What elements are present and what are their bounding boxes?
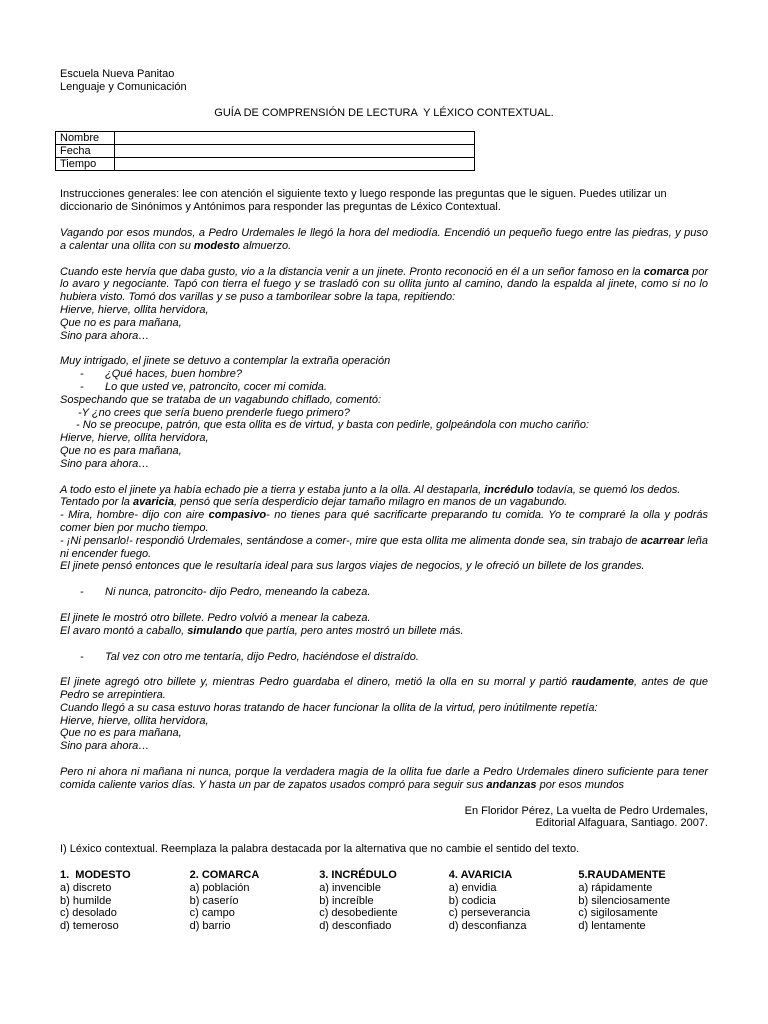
chant-line: Sino para ahora… (60, 329, 150, 342)
story-text (60, 227, 708, 792)
story-paragraph (60, 509, 708, 535)
chant-line: Hierve, hierve, ollita hervidora, (60, 303, 209, 316)
text: - ¡Ni pensarlo!- respondió Urdemales, sentándose a comer-, mire que esta ollita me alimenta donde sea, sin trabajo de (60, 534, 641, 547)
chant-line: Sino para ahora… (60, 457, 150, 470)
text: A todo esto el jinete ya había echado pie a tierra y estaba junto a la olla. Al destaparla, (60, 483, 485, 496)
worksheet-page (60, 68, 708, 933)
text: ¿Qué haces, buen hombre? (105, 368, 242, 381)
form-row-fecha (56, 145, 475, 158)
dialogue-line (60, 368, 708, 381)
form-label: Fecha (56, 145, 115, 158)
form-row-nombre (56, 132, 475, 145)
answer-option[interactable]: c) sigilosamente (578, 907, 658, 920)
dash-mark: - (80, 586, 84, 599)
subject-name: Lenguaje y Comunicación (60, 80, 187, 93)
text: Ni nunca, patroncito- dijo Pedro, meneando la cabeza. (105, 586, 371, 599)
answer-option[interactable]: d) desconfianza (448, 920, 527, 933)
story-paragraph (60, 676, 708, 702)
nombre-field[interactable] (115, 132, 475, 145)
chant-line: Hierve, hierve, ollita hervidora, (60, 714, 209, 727)
answer-option[interactable]: c) campo (189, 907, 235, 920)
answer-option[interactable]: d) lentamente (578, 920, 646, 933)
text: todavía, se quemó los dedos. (533, 483, 681, 496)
answer-option[interactable]: a) invencible (319, 881, 381, 894)
student-info-table (55, 131, 475, 171)
tiempo-field[interactable] (115, 158, 475, 171)
text: - no tienes para qué sacrificarte preparando tu comida. Yo te compraré la olla y podrás comer bien por mucho tiempo. (60, 509, 708, 534)
highlighted-word: modesto (193, 239, 240, 252)
answer-option[interactable]: d) barrio (189, 920, 231, 933)
text: Tentado por la (60, 496, 133, 509)
form-label: Tiempo (56, 158, 115, 171)
story-paragraph (60, 496, 708, 509)
text: Vagando por esos mundos, a Pedro Urdemales le llegó la hora del mediodía. Encendió un pequeño fuego entre las piedras, y puso a calentar una ollita con su (60, 226, 708, 252)
header (60, 68, 708, 94)
dash-mark: - (80, 368, 84, 381)
answer-option[interactable]: a) envidia (448, 881, 497, 894)
highlighted-word: comarca (643, 265, 690, 278)
source-citation (60, 805, 708, 831)
answer-option[interactable]: b) silenciosamente (578, 894, 671, 907)
text: Lo que usted ve, patroncito, cocer mi comida. (105, 380, 327, 393)
question-title: 4. AVARICIA (448, 869, 513, 882)
chant-line: Que no es para mañana, (60, 316, 182, 329)
chant-line: Sino para ahora… (60, 740, 150, 753)
citation-line: En Floridor Pérez, La vuelta de Pedro Urdemales, (464, 804, 708, 817)
text: , pensó que sería desperdicio dejar tamaño milagro en manos de un vagabundo. (173, 496, 568, 509)
story-paragraph (60, 535, 708, 561)
form-label: Nombre (56, 132, 115, 145)
answer-option[interactable]: a) rápidamente (578, 881, 653, 894)
highlighted-word: simulando (187, 624, 243, 637)
highlighted-word: avaricia (132, 496, 174, 509)
chant-line: Hierve, hierve, ollita hervidora, (60, 432, 209, 445)
dash-mark: - (80, 380, 84, 393)
dialogue-line: -Y ¿no crees que sería bueno prenderle fuego primero? (78, 406, 350, 419)
school-name: Escuela Nueva Panitao (60, 68, 175, 80)
answer-option[interactable]: a) población (189, 881, 250, 894)
answer-option[interactable]: c) perseverancia (448, 907, 531, 920)
highlighted-word: incrédulo (484, 483, 534, 496)
story-paragraph: El jinete le mostró otro billete. Pedro volvió a menear la cabeza. (60, 611, 371, 624)
question-5 (578, 869, 708, 933)
story-paragraph (60, 484, 708, 497)
fecha-field[interactable] (115, 145, 475, 158)
story-paragraph: El jinete pensó entonces que le resultaría ideal para sus largos viajes de negocios, y le ofreció un billete de los grandes. (60, 560, 645, 573)
question-3 (319, 869, 449, 933)
text: que partía, pero antes mostró un billete más. (242, 624, 464, 637)
story-paragraph: Cuando llegó a su casa estuvo horas tratando de hacer funcionar la ollita de la virtud, pero inútilmente repetía: (60, 701, 598, 714)
question-title: 2. COMARCA (189, 869, 260, 882)
text: almuerzo. (239, 239, 292, 252)
citation-line: Editorial Alfaguara, Santiago. 2007. (535, 817, 708, 830)
chant-line: Que no es para mañana, (60, 444, 182, 457)
answer-option[interactable]: a) discreto (60, 881, 112, 894)
question-title: 5.RAUDAMENTE (578, 869, 666, 882)
story-paragraph (60, 766, 708, 792)
question-1 (60, 869, 190, 933)
question-2 (190, 869, 320, 933)
instructions: Instrucciones generales: lee con atención el siguiente texto y luego responde las preguntas que le siguen. Puedes utilizar un diccionario de Sinónimos y Antónimos para responder las preguntas de Léxico Contextual. (60, 188, 667, 214)
highlighted-word: compasivo (208, 509, 267, 522)
text: - Mira, hombre- dijo con aire (60, 509, 209, 522)
text: por lo avaro y negociante. Tapó con tierra el fuego y se trasladó con su ollita junto al camino, dando la espalda al jinete, como si no lo hubiera visto. Tomó dos varillas y se puso a tamborilear sobre la tapa, repitiendo: (60, 265, 708, 304)
highlighted-word: raudamente (571, 676, 635, 689)
answer-option[interactable]: b) increíble (319, 894, 374, 907)
answer-option[interactable]: d) desconfiado (319, 920, 392, 933)
question-title: 3. INCRÉDULO (319, 869, 397, 882)
answer-option[interactable]: d) temeroso (60, 920, 119, 933)
text: El jinete agregó otro billete y, mientras Pedro guardaba el dinero, metió la olla en su morral y partió (60, 676, 572, 689)
dash-mark: - (80, 650, 84, 663)
text: por esos mundos (536, 778, 624, 791)
answer-option[interactable]: c) desolado (60, 907, 117, 920)
form-row-tiempo (56, 158, 475, 171)
story-paragraph: Sospechando que se trataba de un vagabundo chiflado, comentó: (60, 393, 382, 406)
answer-option[interactable]: b) humilde (60, 894, 112, 907)
section-heading: I) Léxico contextual. Reemplaza la palabra destacada por la alternativa que no cambie el sentido del texto. (60, 843, 580, 856)
text: El avaro montó a caballo, (60, 624, 188, 637)
story-paragraph (60, 266, 708, 304)
text: Tal vez con otro me tentaría, dijo Pedro, haciéndose el distraído. (105, 650, 419, 663)
page-title: GUÍA DE COMPRENSIÓN DE LECTURA Y LÉXICO CONTEXTUAL. (214, 106, 554, 119)
text: , antes de que Pedro se arrepintiera. (60, 676, 708, 702)
question-title: 1. MODESTO (60, 869, 131, 882)
questions (60, 869, 708, 933)
answer-option[interactable]: c) desobediente (319, 907, 398, 920)
text: Pero ni ahora ni mañana ni nunca, porque la verdadera magia de la ollita fue darle a Pedro Urdemales dinero suficiente para tener comida caliente varios días. Y hasta un par de zapatos usados compró para seguir sus (60, 766, 708, 791)
text: leña ni encender fuego. (60, 534, 708, 560)
story-paragraph (60, 227, 708, 253)
highlighted-word: andanzas (486, 778, 537, 791)
answer-option[interactable]: b) caserío (189, 894, 239, 907)
story-paragraph (60, 625, 708, 638)
dialogue-line (60, 651, 708, 664)
highlighted-word: acarrear (640, 534, 685, 547)
dialogue-line (60, 381, 708, 394)
answer-option[interactable]: b) codicia (448, 894, 496, 907)
question-4 (449, 869, 579, 933)
text: Cuando este hervía que daba gusto, vio a la distancia venir a un jinete. Pronto reconoció en él a un señor famoso en la (60, 265, 644, 278)
story-paragraph: Muy intrigado, el jinete se detuvo a contemplar la extraña operación (60, 355, 391, 368)
dialogue-line (60, 586, 708, 599)
chant-line: Que no es para mañana, (60, 727, 182, 740)
dialogue-line: - No se preocupe, patrón, que esta ollita es de virtud, y basta con pedirle, golpeándola con mucho cariño: (76, 419, 590, 432)
